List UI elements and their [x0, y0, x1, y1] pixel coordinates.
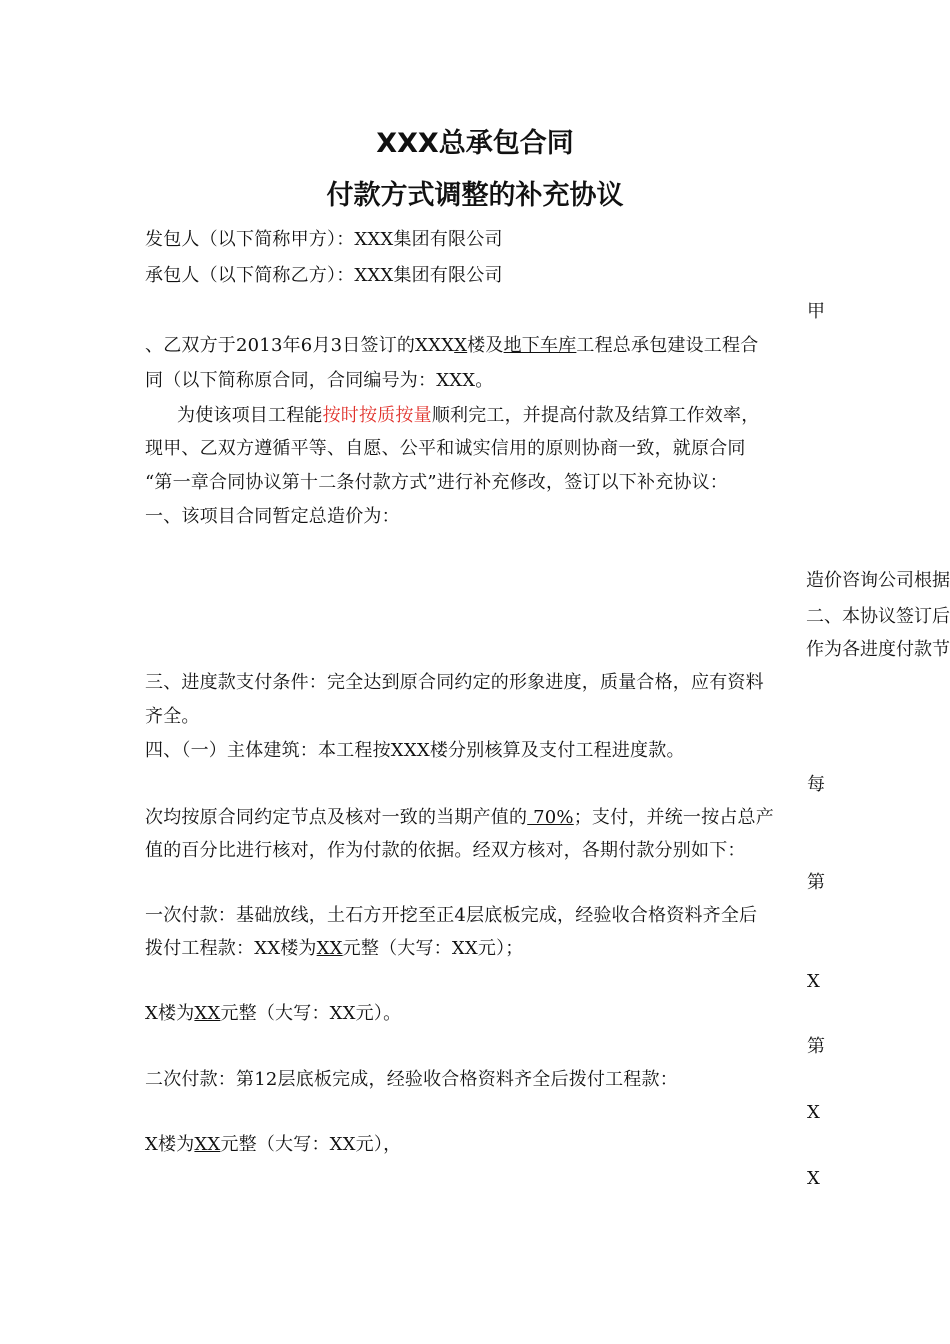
wrap-char-x-1: X	[807, 971, 820, 992]
highlighted-text: 按时按质按量	[322, 405, 432, 426]
payment-1-line-1: 一次付款：基础放线，土石方开挖至正4层底板完成，经验收合格资料齐全后	[145, 905, 758, 926]
document-title-line1: XXX总承包合同	[376, 128, 574, 159]
payment-1-line-3	[145, 1000, 401, 1028]
text-run: X楼为	[145, 1003, 195, 1024]
wrap-char-mei: 每	[807, 774, 825, 795]
wrap-char-x-2: X	[807, 1102, 820, 1123]
item-3-line-2: 齐全。	[145, 706, 200, 727]
underlined-text: 地下车库	[503, 335, 577, 356]
text-run: 顺利完工，并提高付款及结算工作效率，	[431, 405, 760, 426]
text-run: 、乙双方于2013年6月3日签订的XXX	[145, 335, 455, 356]
item-4-line: 四、（一）主体建筑：本工程按XXX楼分别核算及支付工程进度款。	[145, 740, 685, 761]
underlined-amount: XX	[194, 1003, 221, 1024]
item-3-line-1: 三、进度款支付条件：完全达到原合同约定的形象进度，质量合格，应有资料	[145, 672, 764, 693]
paragraph-1-line-2: 同（以下简称原合同，合同编号为：XXX。	[145, 370, 494, 391]
text-run: 元整（大写：XX元）。	[220, 1003, 402, 1024]
paragraph-2-line-3: “第一章合同协议第十二条付款方式”进行补充修改，签订以下补充协议：	[145, 472, 729, 493]
text-run: 次均按原合同约定节点及核对一致的当期产值的	[145, 807, 528, 828]
payment-1-line-2	[145, 935, 524, 963]
payment-2-line-1: 二次付款：第12层底板完成，经验收合格资料齐全后拨付工程款：	[145, 1069, 678, 1090]
paragraph-4-line-1	[145, 804, 774, 832]
underlined-amount: XX	[194, 1134, 221, 1155]
wrap-char-di-1: 第	[807, 872, 825, 893]
text-run: 拨付工程款：XX楼为	[145, 938, 317, 959]
text-run: 为使该项目工程能	[177, 405, 323, 426]
text-run: 元整（大写：XX元）；	[342, 938, 524, 959]
clipped-text-2: 二、本协议签订后	[806, 606, 950, 627]
clipped-text-1: 造价咨询公司根据	[806, 570, 950, 591]
item-1-line: 一、该项目合同暂定总造价为：	[145, 506, 400, 527]
payment-2-line-2	[145, 1131, 401, 1159]
paragraph-wrap-char: 甲	[807, 301, 825, 322]
document-title-line2: 付款方式调整的补充协议	[326, 180, 624, 211]
paragraph-2-line-1	[177, 402, 759, 430]
party-a-line: 发包人（以下简称甲方）：XXX集团有限公司	[145, 229, 503, 250]
text-run: ；支付，并统一按占总产	[573, 807, 774, 828]
party-b-line: 承包人（以下简称乙方）：XXX集团有限公司	[145, 265, 503, 286]
underlined-amount: XX	[316, 938, 343, 959]
text-run: 楼及	[467, 335, 504, 356]
underlined-percentage: 70%	[527, 807, 574, 828]
underlined-text: X	[454, 335, 468, 356]
paragraph-4-line-2: 值的百分比进行核对，作为付款的依据。经双方核对，各期付款分别如下：	[145, 840, 746, 861]
paragraph-1-line-1	[145, 332, 758, 360]
text-run: 工程总承包建设工程合	[576, 335, 759, 356]
clipped-text-3: 作为各进度付款节	[806, 639, 950, 660]
wrap-char-x-3: X	[807, 1168, 820, 1189]
text-run: 元整（大写：XX元），	[220, 1134, 402, 1155]
wrap-char-di-2: 第	[807, 1036, 825, 1057]
paragraph-2-line-2: 现甲、乙双方遵循平等、自愿、公平和诚实信用的原则协商一致，就原合同	[145, 438, 746, 459]
text-run: X楼为	[145, 1134, 195, 1155]
